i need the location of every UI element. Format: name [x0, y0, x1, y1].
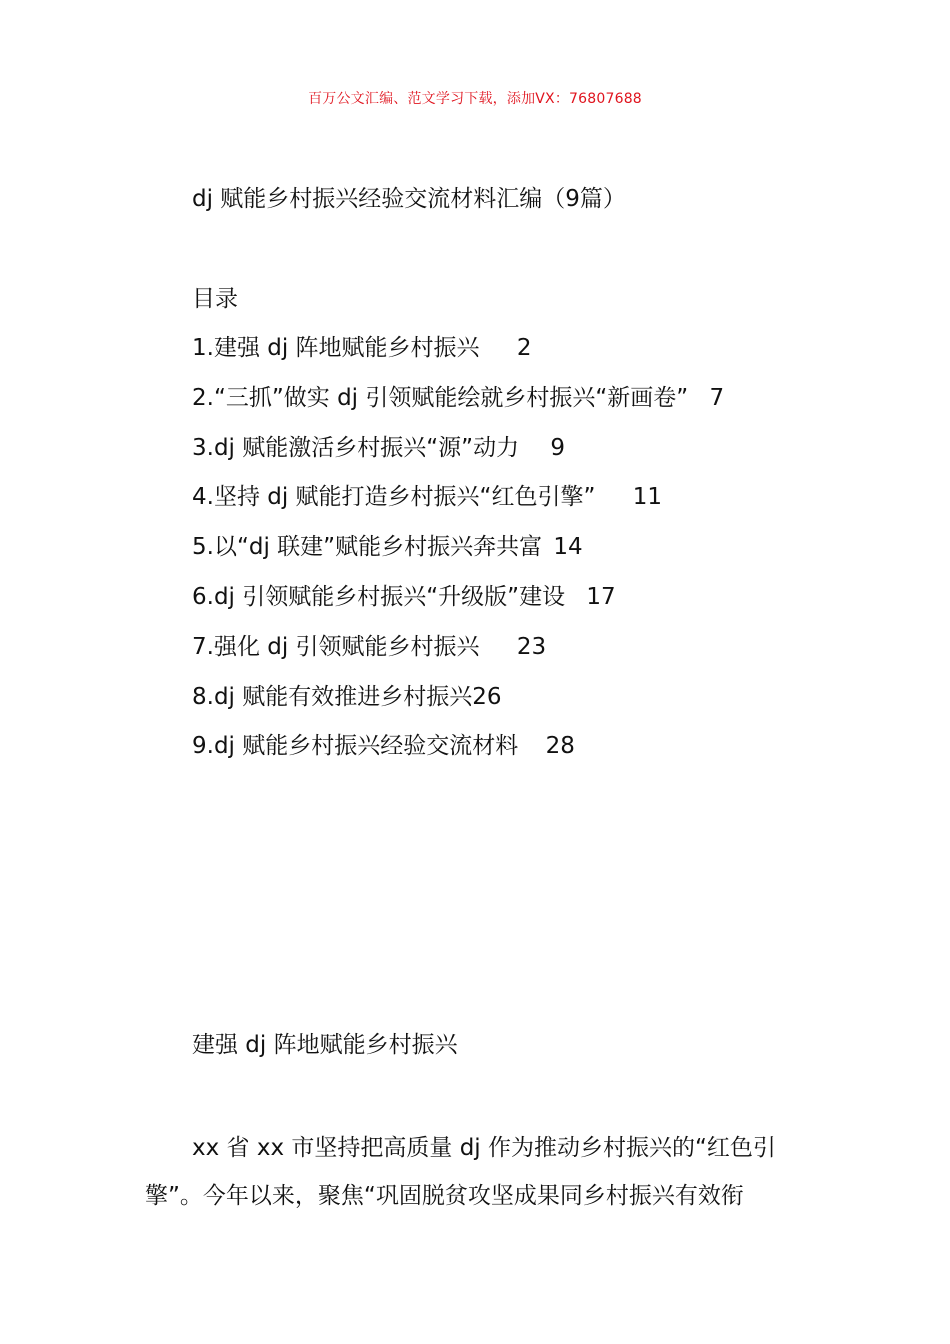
document-title: dj 赋能乡村振兴经验交流材料汇编（9篇）	[192, 186, 626, 212]
paragraph-line: 擎”。今年以来，聚焦“巩固脱贫攻坚成果同乡村振兴有效衔	[145, 1183, 744, 1209]
paragraph-line: xx 省 xx 市坚持把高质量 dj 作为推动乡村振兴的“红色引	[192, 1135, 776, 1161]
toc-item-page: 26	[472, 683, 502, 710]
toc-item[interactable]	[192, 727, 724, 777]
toc-item-page: 14	[553, 534, 583, 561]
toc-item[interactable]	[192, 478, 724, 528]
toc-heading: 目录	[192, 286, 238, 312]
toc-item-label: 6.dj 引领赋能乡村振兴“升级版”建设	[192, 583, 566, 610]
section-title: 建强 dj 阵地赋能乡村振兴	[192, 1032, 458, 1058]
toc-item-page: 2	[516, 335, 532, 361]
toc-item-label: 5.以“dj 联建”赋能乡村振兴奔共富	[192, 534, 543, 561]
toc-item-page: 28	[545, 733, 575, 760]
table-of-contents	[192, 329, 724, 777]
toc-item-page: 17	[586, 583, 616, 610]
toc-item[interactable]	[192, 329, 724, 379]
toc-item-page: 23	[516, 633, 547, 660]
toc-item-label: 7.强化 dj 引领赋能乡村振兴	[192, 633, 480, 660]
toc-item[interactable]	[192, 628, 724, 678]
watermark-text: 百万公文汇编、范文学习下载，添加VX：76807688	[308, 91, 642, 107]
toc-item-page: 11	[632, 484, 662, 511]
toc-item[interactable]	[192, 578, 724, 628]
toc-item[interactable]	[192, 528, 724, 578]
toc-item-label: 9.dj 赋能乡村振兴经验交流材料	[192, 733, 519, 760]
toc-item-label: 8.dj 赋能有效推进乡村振兴	[192, 683, 473, 710]
toc-item[interactable]	[192, 678, 724, 728]
body-paragraph	[145, 1124, 810, 1220]
toc-item-page: 7	[709, 384, 725, 411]
toc-item-label: 3.dj 赋能激活乡村振兴“源”动力	[192, 434, 520, 461]
toc-item-label: 4.坚持 dj 赋能打造乡村振兴“红色引擎”	[192, 484, 596, 511]
toc-item-label: 1.建强 dj 阵地赋能乡村振兴	[192, 335, 480, 361]
toc-item-page: 9	[550, 434, 566, 461]
toc-item-label: 2.“三抓”做实 dj 引领赋能绘就乡村振兴“新画卷”	[192, 384, 689, 411]
toc-item[interactable]	[192, 429, 724, 479]
toc-item[interactable]	[192, 379, 724, 429]
